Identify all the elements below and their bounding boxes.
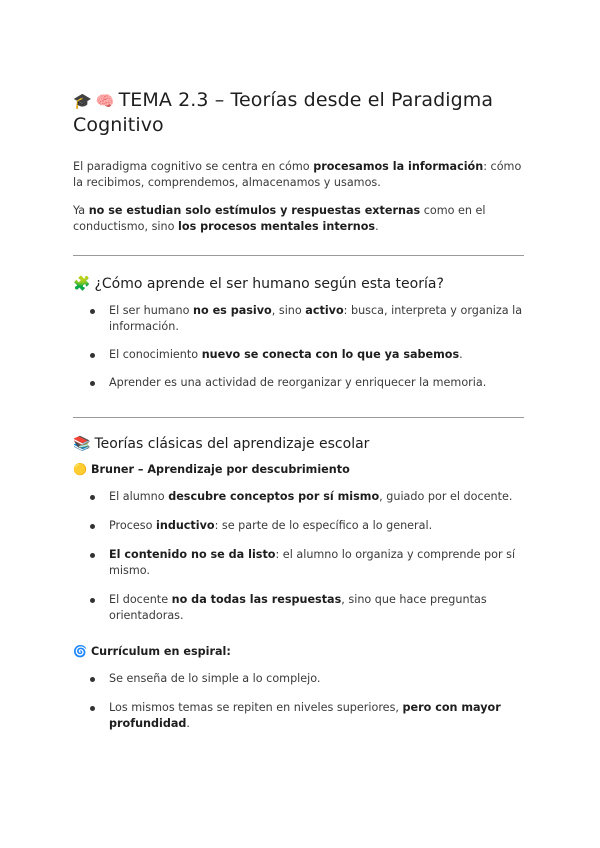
list-item: El docente no da todas las respuestas, sino que hace preguntas orientadoras.: [73, 592, 524, 624]
spiral-list: [73, 671, 524, 732]
bullet-icon: [90, 309, 95, 314]
section1-heading: 🧩 ¿Cómo aprende el ser humano según esta teoría?: [73, 276, 444, 292]
bullet-icon: [90, 353, 95, 358]
bullet-icon: [90, 706, 95, 711]
list-item: El contenido no se da listo: el alumno lo organiza y comprende por sí mismo.: [73, 547, 524, 579]
puzzle-piece-icon: 🧩: [73, 276, 91, 292]
graduation-cap-icon: 🎓: [73, 92, 92, 110]
spiral-icon: 🌀: [73, 645, 87, 658]
list-item: Proceso inductivo: se parte de lo específico a lo general.: [73, 518, 524, 534]
divider: [73, 417, 524, 418]
list-item: El conocimiento nuevo se conecta con lo que ya sabemos.: [73, 347, 524, 363]
bullet-icon: [90, 381, 95, 386]
bullet-icon: [90, 553, 95, 558]
title-line-1: TEMA 2.3 – Teorías desde el Paradigma: [118, 89, 494, 111]
intro-paragraph-1: El paradigma cognitivo se centra en cómo procesamos la información: cómo la recibimos, comprendemos, almacenamos y usamos.: [73, 160, 522, 189]
spiral-subheading: 🌀 Currículum en espiral:: [73, 645, 231, 658]
books-icon: 📚: [73, 436, 91, 452]
intro-paragraph-2: Ya no se estudian solo estímulos y respuestas externas como en el conductismo, sino los procesos mentales internos.: [73, 204, 486, 233]
brain-icon: 🧠: [95, 92, 115, 110]
title-line-2: Cognitivo: [73, 114, 164, 136]
yellow-circle-icon: 🟡: [73, 463, 87, 476]
section1-list: [73, 303, 524, 391]
page-title: [73, 88, 524, 137]
list-item: Los mismos temas se repiten en niveles superiores, pero con mayor profundidad.: [73, 700, 524, 732]
section2-heading: 📚 Teorías clásicas del aprendizaje escolar: [73, 436, 370, 452]
bullet-icon: [90, 598, 95, 603]
list-item: El ser humano no es pasivo, sino activo: busca, interpreta y organiza la información.: [73, 303, 524, 335]
bullet-icon: [90, 495, 95, 500]
bullet-icon: [90, 524, 95, 529]
bullet-icon: [90, 677, 95, 682]
bruner-list: [73, 489, 524, 624]
divider: [73, 255, 524, 256]
list-item: Aprender es una actividad de reorganizar y enriquecer la memoria.: [73, 375, 524, 391]
list-item: Se enseña de lo simple a lo complejo.: [73, 671, 524, 687]
bruner-subheading: 🟡 Bruner – Aprendizaje por descubrimiento: [73, 463, 350, 476]
list-item: El alumno descubre conceptos por sí mismo, guiado por el docente.: [73, 489, 524, 505]
